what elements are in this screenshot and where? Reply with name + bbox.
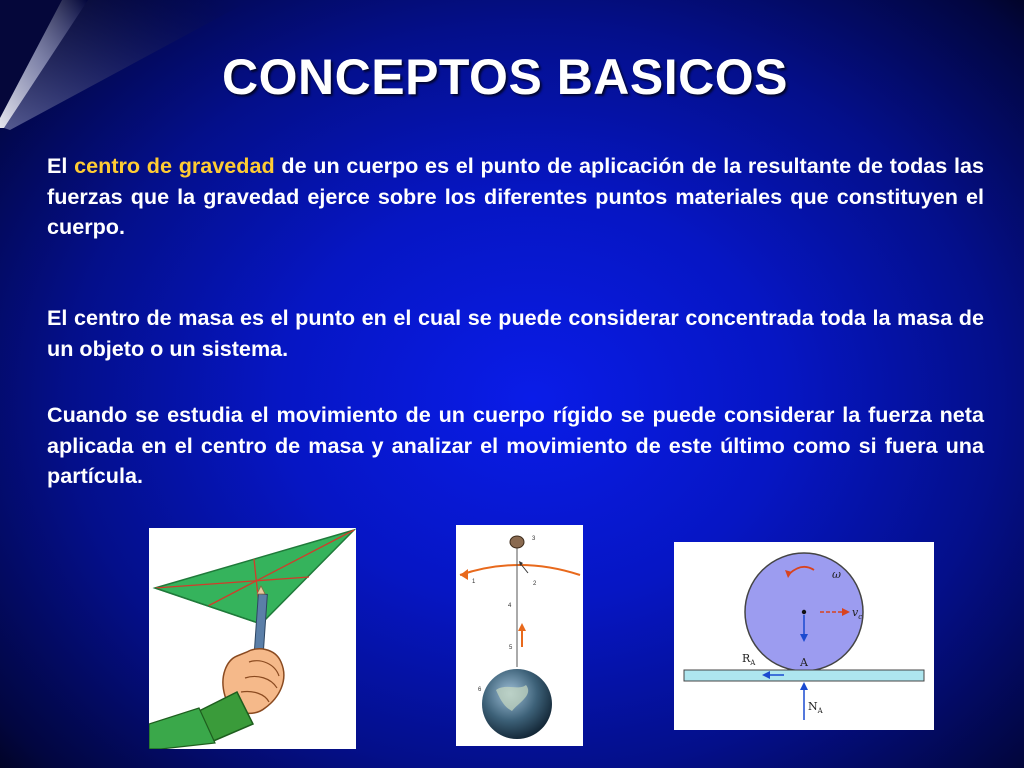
omega-label: ω — [832, 568, 841, 581]
orbit-label-4: 4 — [508, 603, 512, 609]
orbit-label-6: 6 — [478, 687, 482, 693]
paragraph1-lead: El — [47, 153, 68, 178]
figure-orbit-gravity — [456, 525, 583, 746]
normal-force-label: $N_A$ — [808, 700, 823, 715]
slide-title: CONCEPTOS BASICOS — [222, 49, 788, 105]
friction-label: $R_A$ — [742, 652, 756, 667]
orbit-label-3: 3 — [532, 536, 536, 542]
orbit-label-1: 1 — [472, 579, 476, 585]
triangle-balance-illustration — [149, 528, 356, 749]
rolling-wheel-diagram — [674, 542, 934, 730]
paragraph-centro-gravedad — [47, 151, 984, 243]
contact-point-label: A — [800, 656, 808, 669]
figure-triangle-balance — [149, 528, 356, 749]
orbit-label-2: 2 — [533, 581, 537, 587]
paragraph-centro-masa: El centro de masa es el punto en el cual se puede considerar concentrada toda la masa de un objeto o un sistema. — [47, 305, 984, 361]
velocity-label: $v_c$ — [852, 606, 863, 621]
orbit-gravity-illustration — [456, 525, 583, 746]
paragraph-cuerpo-rigido: Cuando se estudia el movimiento de un cuerpo rígido se puede considerar la fuerza neta aplicada en el centro de masa y analizar el movimiento de este último como si fuera una partícula. — [47, 402, 984, 488]
figure-rolling-wheel — [674, 542, 934, 730]
paragraph1-rest: de un cuerpo es el punto de aplicación de la resultante de todas las fuerzas que la gravedad ejerce sobre los diferentes puntos materiales que constituyen el cuerpo. — [47, 153, 985, 239]
highlight-centro-gravedad: centro de gravedad — [74, 153, 275, 178]
orbit-label-5: 5 — [509, 645, 513, 651]
